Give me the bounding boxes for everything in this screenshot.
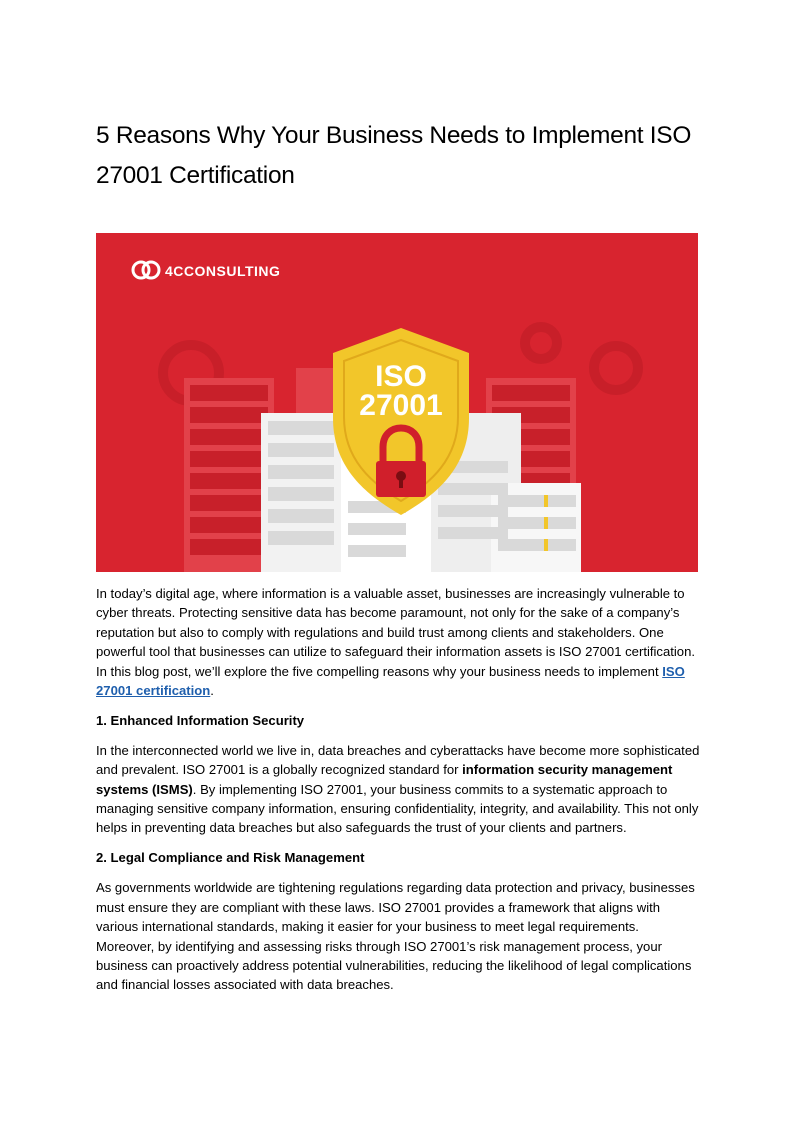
section-1-heading: 1. Enhanced Information Security: [96, 712, 305, 728]
intro-paragraph: In today’s digital age, where information is a valuable asset, businesses are increasingly vulnerable to cyber threats. Protecting sensitive data has become paramount, not only for the sake of a company’s reputation but also to comply with regulations and build trust among clients and stakeholders. One powerful tool that businesses can utilize to safeguard their information assets is ISO 27001 certification. In this blog post, we’ll explore the five compelling reasons why your business needs to implement ISO 27001 certification.: [96, 586, 695, 699]
article-body: [96, 584, 700, 1005]
section-2-heading: 2. Legal Compliance and Risk Management: [96, 850, 365, 866]
hero-image: [96, 233, 698, 572]
badge-number: 27001: [359, 389, 443, 422]
page-title: 5 Reasons Why Your Business Needs to Implement ISO 27001 Certification: [96, 122, 692, 189]
badge-iso: ISO: [375, 360, 427, 393]
iso-certification-link[interactable]: ISO 27001 certification: [96, 663, 685, 699]
section-2-paragraph: As governments worldwide are tightening regulations regarding data protection and privacy, businesses must ensure they are compliant with these laws. ISO 27001 provides a framework that aligns with various international standards, making it easier for your business to meet legal requirements. Moreover, by identifying and assessing risks through ISO 27001’s risk management process, your business can proactively address potential vulnerabilities, reducing the likelihood of legal complications and financial losses associated with data breaches.: [96, 880, 695, 993]
brand-name: 4CCONSULTING: [165, 263, 281, 279]
section-1-paragraph: In the interconnected world we live in, data breaches and cyberattacks have become more sophisticated and prevalent. ISO 27001 is a globally recognized standard for information security management systems (ISMS). By implementing ISO 27001, your business commits to a systematic approach to managing sensitive company information, ensuring confidentiality, integrity, and availability. This not only helps in preventing data breaches but also safeguards the trust of your clients and partners.: [96, 742, 700, 836]
